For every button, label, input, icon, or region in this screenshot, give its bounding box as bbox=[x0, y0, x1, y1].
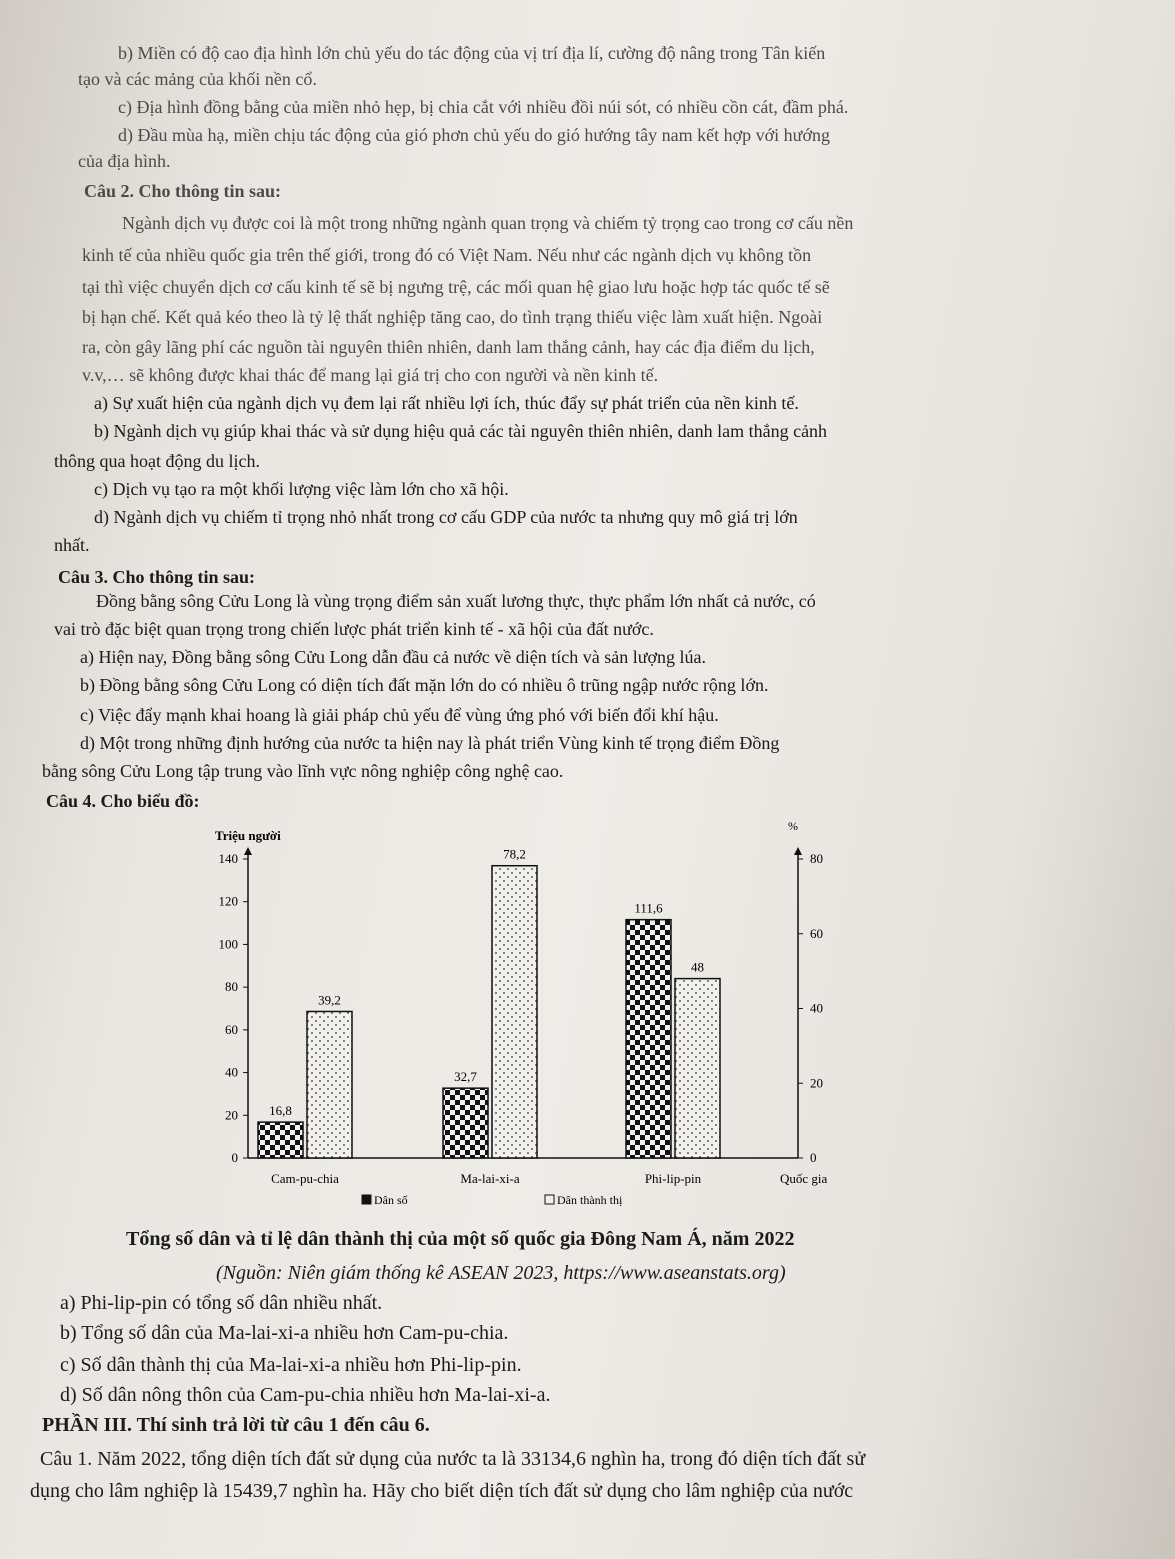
q2-option-c: c) Dịch vụ tạo ra một khối lượng việc làm lớn cho xã hội. bbox=[94, 479, 509, 499]
left-tick-label: 120 bbox=[218, 893, 238, 909]
chart-caption: Tổng số dân và tỉ lệ dân thành thị của một số quốc gia Đông Nam Á, năm 2022 bbox=[126, 1228, 795, 1250]
bar-population-label: 32,7 bbox=[454, 1069, 477, 1085]
left-axis-arrow bbox=[244, 847, 252, 855]
q3-option-a: a) Hiện nay, Đồng bằng sông Cửu Long dẫn đầu cả nước về diện tích và sản lượng lúa. bbox=[80, 647, 706, 667]
left-tick-label: 80 bbox=[225, 979, 238, 995]
q2-paragraph-2: kinh tế của nhiều quốc gia trên thế giới, trong đó có Việt Nam. Nếu như các ngành dịch vụ không tồn bbox=[82, 245, 812, 265]
q4-option-b: b) Tổng số dân của Ma-lai-xi-a nhiều hơn Cam-pu-chia. bbox=[60, 1322, 509, 1344]
q3-option-d-line2: bằng sông Cửu Long tập trung vào lĩnh vực nông nghiệp công nghệ cao. bbox=[42, 761, 564, 781]
q4-title: Câu 4. Cho biểu đồ: bbox=[46, 791, 200, 811]
left-axis-title: Triệu người bbox=[215, 828, 281, 843]
bar-population-label: 16,8 bbox=[269, 1103, 292, 1119]
left-tick-label: 20 bbox=[225, 1107, 238, 1123]
q3-paragraph-1: Đồng bằng sông Cửu Long là vùng trọng điểm sản xuất lương thực, thực phẩm lớn nhất cả nước, có bbox=[96, 591, 816, 611]
right-tick-label: 0 bbox=[810, 1150, 817, 1165]
left-tick-label: 140 bbox=[218, 851, 238, 866]
left-tick-label: 40 bbox=[225, 1064, 238, 1080]
q2-paragraph-4: bị hạn chế. Kết quả kéo theo là tỷ lệ thất nghiệp tăng cao, do tình trạng thiếu việc làm xuất hiện. Ngoài bbox=[82, 307, 823, 327]
q3-paragraph-2: vai trò đặc biệt quan trọng trong chiến lược phát triển kinh tế - xã hội của đất nước. bbox=[54, 619, 654, 639]
right-tick-label: 40 bbox=[810, 1000, 823, 1016]
legend-label: Dân số bbox=[374, 1193, 408, 1207]
q2-option-b-line2: thông qua hoạt động du lịch. bbox=[54, 451, 260, 471]
chart-source: (Nguồn: Niên giám thống kê ASEAN 2023, https://www.aseanstats.org) bbox=[216, 1262, 786, 1284]
q2-paragraph-5: ra, còn gây lãng phí các nguồn tài nguyên thiên nhiên, danh lam thắng cảnh, hay các địa điểm du lịch, bbox=[82, 337, 815, 357]
q3-option-c: c) Việc đẩy mạnh khai hoang là giải pháp chủ yếu để vùng ứng phó với biến đổi khí hậu. bbox=[80, 705, 719, 725]
bar-urban-rate-label: 48 bbox=[691, 959, 704, 975]
left-tick-label: 0 bbox=[231, 1150, 238, 1165]
q2-paragraph-6: v.v,… sẽ không được khai thác để mang lại giá trị cho con người và nền kinh tế. bbox=[82, 365, 659, 385]
category-label: Phi-lip-pin bbox=[644, 1171, 702, 1186]
bar-urban-rate-label: 39,2 bbox=[318, 992, 341, 1008]
q3-title: Câu 3. Cho thông tin sau: bbox=[58, 567, 256, 587]
bar-population bbox=[258, 1122, 303, 1158]
right-axis-title: % bbox=[788, 819, 798, 833]
p3-q1-line1: Câu 1. Năm 2022, tổng diện tích đất sử dụng của nước ta là 33134,6 nghìn ha, trong đó diện tích đất sử bbox=[40, 1448, 866, 1470]
q3-option-b: b) Đồng bằng sông Cửu Long có diện tích đất mặn lớn do có nhiều ô trũng ngập nước rộng lớn. bbox=[80, 675, 769, 695]
part-three-heading: PHẦN III. Thí sinh trả lời từ câu 1 đến câu 6. bbox=[42, 1414, 430, 1436]
bar-urban-rate-label: 78,2 bbox=[503, 846, 526, 862]
bar-urban-rate bbox=[307, 1011, 352, 1158]
q2-option-b-line1: b) Ngành dịch vụ giúp khai thác và sử dụng hiệu quả các tài nguyên thiên nhiên, danh lam thắng cảnh bbox=[94, 421, 828, 441]
bar-population-label: 111,6 bbox=[634, 900, 663, 916]
q2-option-d-line1: d) Ngành dịch vụ chiếm tỉ trọng nhỏ nhất trong cơ cấu GDP của nước ta nhưng quy mô giá trị lớn bbox=[94, 507, 798, 527]
q1-option-b-line2: tạo và các mảng của khối nền cổ. bbox=[78, 69, 317, 89]
q4-option-a: a) Phi-lip-pin có tổng số dân nhiều nhất. bbox=[60, 1292, 383, 1314]
q2-option-a: a) Sự xuất hiện của ngành dịch vụ đem lại rất nhiều lợi ích, thúc đẩy sự phát triển của nền kinh tế. bbox=[94, 393, 799, 413]
left-tick-label: 60 bbox=[225, 1021, 238, 1037]
q3-option-d-line1: d) Một trong những định hướng của nước ta hiện nay là phát triển Vùng kinh tế trọng điểm Đồng bbox=[80, 733, 780, 753]
right-axis-arrow bbox=[794, 847, 802, 855]
population-chart bbox=[190, 815, 870, 1215]
q2-title: Câu 2. Cho thông tin sau: bbox=[84, 181, 282, 201]
legend-swatch bbox=[545, 1195, 554, 1204]
bar-urban-rate bbox=[492, 866, 537, 1158]
q1-option-c: c) Địa hình đồng bằng của miền nhỏ hẹp, bị chia cắt với nhiều đồi núi sót, có nhiều cồn cát, đầm phá. bbox=[118, 97, 849, 117]
q4-option-d: d) Số dân nông thôn của Cam-pu-chia nhiều hơn Ma-lai-xi-a. bbox=[60, 1384, 551, 1406]
q1-option-d-line2: của địa hình. bbox=[78, 151, 171, 171]
q2-paragraph-1: Ngành dịch vụ được coi là một trong những ngành quan trọng và chiếm tỷ trọng cao trong cơ cấu nền bbox=[122, 213, 854, 233]
right-tick-label: 20 bbox=[810, 1075, 823, 1091]
p3-q1-line2: dụng cho lâm nghiệp là 15439,7 nghìn ha. Hãy cho biết diện tích đất sử dụng cho lâm nghiệp của nước bbox=[30, 1480, 854, 1502]
left-tick-label: 100 bbox=[218, 936, 238, 952]
bar-population bbox=[443, 1088, 488, 1158]
category-label: Ma-lai-xi-a bbox=[460, 1171, 520, 1186]
q2-option-d-line2: nhất. bbox=[54, 535, 90, 555]
q1-option-d-line1: d) Đầu mùa hạ, miền chịu tác động của gió phơn chủ yếu do gió hướng tây nam kết hợp với hướng bbox=[118, 125, 830, 145]
bar-urban-rate bbox=[675, 979, 720, 1158]
q4-option-c: c) Số dân thành thị của Ma-lai-xi-a nhiều hơn Phi-lip-pin. bbox=[60, 1354, 522, 1376]
bar-population bbox=[626, 920, 671, 1158]
category-label: Cam-pu-chia bbox=[271, 1171, 339, 1186]
q1-option-b-line1: b) Miền có độ cao địa hình lớn chủ yếu do tác động của vị trí địa lí, cường độ nâng trong Tân kiến bbox=[118, 43, 826, 63]
right-tick-label: 80 bbox=[810, 851, 823, 866]
legend-swatch bbox=[362, 1195, 371, 1204]
right-tick-label: 60 bbox=[810, 925, 823, 941]
q2-paragraph-3: tại thì việc chuyển dịch cơ cấu kinh tế sẽ bị ngưng trệ, các mối quan hệ giao lưu hoặc hợp tác quốc tế sẽ bbox=[82, 277, 830, 297]
legend-label: Dân thành thị bbox=[557, 1193, 623, 1207]
x-axis-title: Quốc gia bbox=[780, 1171, 828, 1186]
